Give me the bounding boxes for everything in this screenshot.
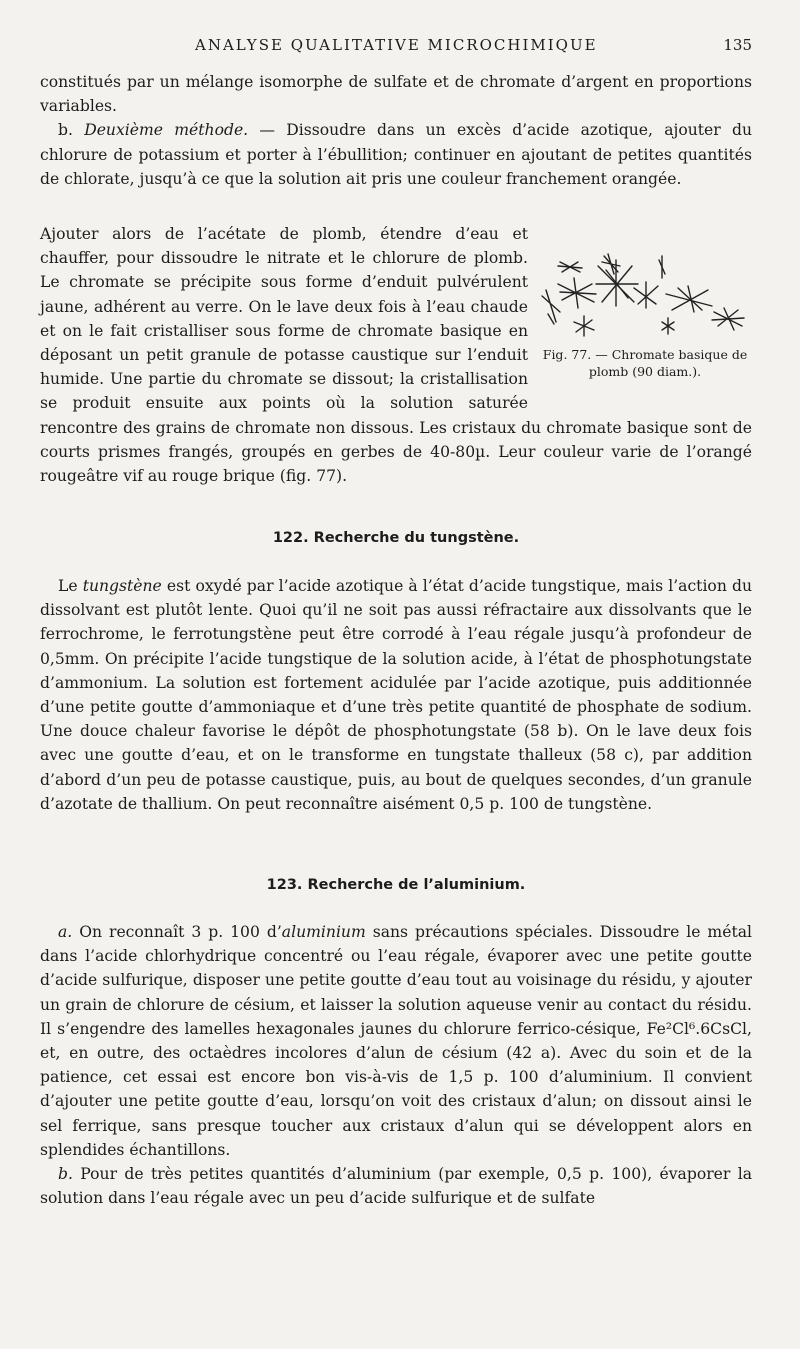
figure-caption: Fig. 77. — Chromate basique de plomb (90 diam.). (542, 347, 748, 379)
lead-text: On reconnaît 3 p. 100 d’ (72, 923, 282, 941)
paragraph-method-b (40, 118, 752, 191)
body-text: est oxydé par l’acide azotique à l’état d’acide tungstique, mais l’action du dissolvant est plutôt lente. Quoi qu’il ne soit pas aussi réfractaire aux dissolvants que le ferrochrome, le ferrotungstène peut être corrodé à l’eau régale jusqu’à profondeur de 0,5mm. On précipite l’acide tungstique de la solution acide, à l’état de phosphotungstate d’ammonium. La solution est fortement acidulée par l’acide azotique, puis additionnée d’une petite goutte d’ammoniaque et d’une très petite quantité de phosphate de sodium. Une douce chaleur favorise le dépôt de phosphotungstate (58 b). On le lave deux fois avec une goutte d’eau, et on le transforme en tungstate thalleux (58 c), par addition d’abord d’un peu de potasse caustique, puis, au bout de quelques secondes, d’un granule d’azotate de thallium. On peut reconnaître aisément 0,5 p. 100 de tungstène. (40, 577, 752, 813)
page-number: 135 (723, 36, 752, 54)
section-heading-123: 123. Recherche de l’aluminium. (266, 877, 526, 893)
paragraph-tungsten (40, 574, 752, 816)
crystal-sheaf (558, 278, 596, 308)
crystal-sheaf (666, 286, 712, 312)
term-aluminium: aluminium (281, 923, 366, 941)
crystal-sheaf (558, 262, 582, 272)
section-122 (40, 574, 752, 816)
body-text: sans précautions spéciales. Dissoudre le métal dans l’acide chlorhydrique concentré ou l’eau régale, évaporer avec une petite goutte d’acide sulfurique, disposer une petite goutte d’eau tout au voisinage du résidu, y ajouter un grain de chlorure de césium, et laisser la solution aqueuse venir au contact du résidu. Il s’engendre des lamelles hexagonales jaunes du chlorure ferrico-césique, Fe²Cl⁶.6CsCl, et, en outre, des octaèdres incolores d’alun de césium (42 a). Avec du soin et de la patience, cet essai est encore bon vis-à-vis de 1,5 p. 100 d’aluminium. Il convient d’ajouter une petite goutte d’eau, lorsqu’on voit des cristaux d’alun; on dissout ainsi le sel ferrique, sans presque toucher aux cristaux d’alun qui se développent alors en splendides échantillons. (40, 923, 752, 1159)
figure-77 (538, 226, 752, 398)
crystal-sheaf (712, 308, 744, 330)
item-label: b. (58, 1165, 73, 1184)
term-tungsten: tungstène (82, 577, 162, 595)
paragraph-method-b-continued: Ajouter alors de l’acétate de plomb, étendre d’eau et chauffer, pour dissoudre le nitrate et le chlorure de plomb. Le chromate se précipite sous forme d’enduit pulvérulent jaune, adhérent au verre. On le lave deux fois à l’eau chaude et on le fait cristalliser sous forme de chromate basique en déposant un petit granule de potasse caustique sur l’enduit humide. Une partie du chromate se dissout; la cristallisation se produit ensuite aux points où la solution saturée rencontre des grains de chromate non dissous. Les cristaux du chromate basique sont de courts prismes frangés, groupés en gerbes de 40-80µ. Leur couleur varie de l’orangé rougeâtre vif au rouge brique (fig. 77). (40, 225, 752, 486)
crystal-sheaf (634, 282, 658, 308)
item-label: a. (58, 923, 73, 941)
crystal-sheaf (659, 256, 665, 278)
method-text: — Dissoudre dans un excès d’acide azotique, ajouter du chlorure de potassium et porter à l’ébullition; continuer en ajoutant de petites quantités de chlorate, jusqu’à ce que la solution ait pris une couleur franchement orangée. (40, 121, 752, 188)
wrapped-text (40, 222, 752, 488)
item-label: b. (58, 121, 73, 140)
paragraph-aluminium-a (40, 920, 752, 1162)
lead-text: Le (58, 577, 83, 595)
method-name: Deuxième méthode. (84, 121, 249, 140)
section-heading-122: 122. Recherche du tungstène. (272, 530, 520, 546)
body-text: Pour de très petites quantités d’aluminium (par exemple, 0,5 p. 100), évaporer la solution dans l’eau régale avec un peu d’acide sulfurique et de sulfate (40, 1165, 752, 1208)
running-title: ANALYSE QUALITATIVE MICROCHIMIQUE (195, 36, 598, 54)
running-header (40, 36, 752, 62)
crystal-sheaf (542, 290, 560, 324)
crystal-illustration (538, 226, 752, 344)
paragraph-continuation: constitués par un mélange isomorphe de sulfate et de chromate d’argent en proportions variables. (40, 73, 752, 116)
top-text (40, 70, 752, 191)
crystal-sheaf (574, 316, 594, 336)
crystal-sheaf (662, 318, 674, 334)
crystal-sheaf (602, 254, 620, 274)
section-123 (40, 920, 752, 1210)
paragraph-aluminium-b (40, 1162, 752, 1210)
crystal-sheaf (596, 260, 638, 306)
